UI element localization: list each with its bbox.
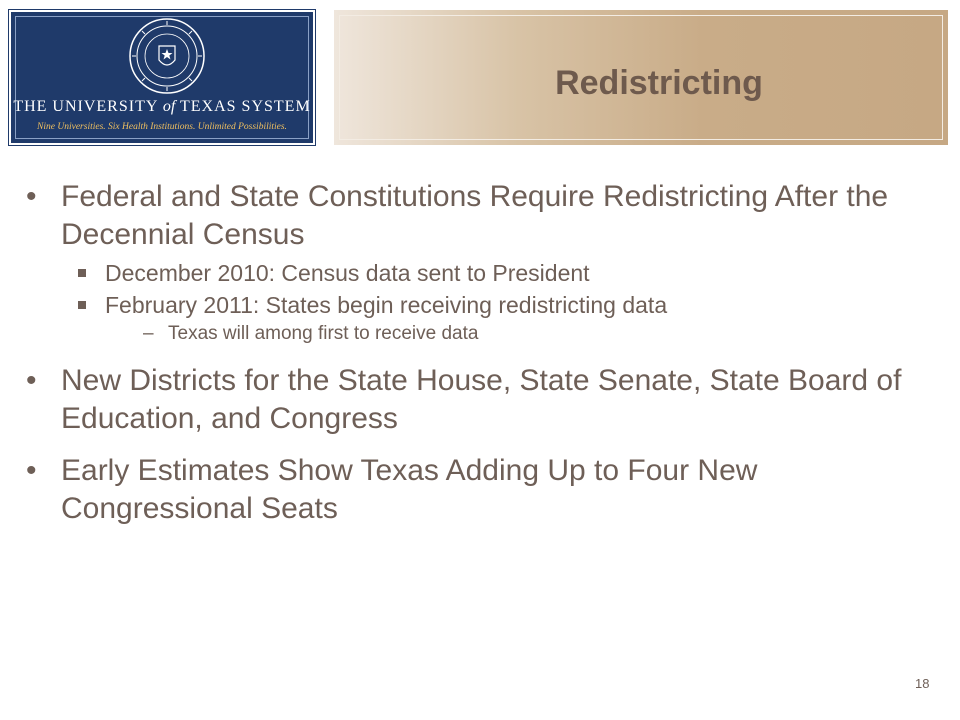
bullet-dot-icon: • bbox=[26, 454, 37, 487]
logo-tagline: Nine Universities. Six Health Institutions. Unlimited Possibilities. bbox=[37, 122, 287, 132]
logo-title bbox=[11, 98, 313, 116]
slide-title: Redistricting bbox=[555, 64, 763, 102]
square-bullet-icon bbox=[78, 269, 86, 277]
logo-title-part1: THE UNIVERSITY bbox=[13, 98, 158, 115]
bullet-item bbox=[26, 452, 926, 528]
sub-sub-bullet-text: Texas will among first to receive data bbox=[168, 323, 479, 344]
logo-panel bbox=[9, 10, 315, 145]
bullet-dot-icon: • bbox=[26, 180, 37, 213]
square-bullet-icon bbox=[78, 301, 86, 309]
bullet-dot-icon: • bbox=[26, 364, 37, 397]
sub-bullet-item bbox=[26, 292, 926, 318]
sub-bullet-text: February 2011: States begin receiving redistricting data bbox=[105, 292, 668, 318]
sub-sub-bullet-item bbox=[26, 322, 926, 346]
bullet-item bbox=[26, 178, 926, 254]
bullet-text: New Districts for the State House, State Senate, State Board of Education, and Congress bbox=[61, 364, 902, 435]
page-number: 18 bbox=[915, 676, 930, 691]
dash-bullet-icon: – bbox=[143, 323, 154, 344]
sub-bullet-item bbox=[26, 260, 926, 286]
logo-title-of: of bbox=[162, 98, 176, 115]
bullet-text: Early Estimates Show Texas Adding Up to Four New Congressional Seats bbox=[61, 454, 758, 525]
bullet-text: Federal and State Constitutions Require Redistricting After the Decennial Census bbox=[61, 180, 889, 251]
logo-title-part2: TEXAS SYSTEM bbox=[179, 98, 311, 115]
bullet-item bbox=[26, 362, 926, 438]
university-seal-icon bbox=[127, 16, 207, 96]
title-panel bbox=[334, 10, 948, 145]
bullet-list bbox=[26, 178, 926, 542]
sub-bullet-text: December 2010: Census data sent to President bbox=[105, 260, 590, 286]
